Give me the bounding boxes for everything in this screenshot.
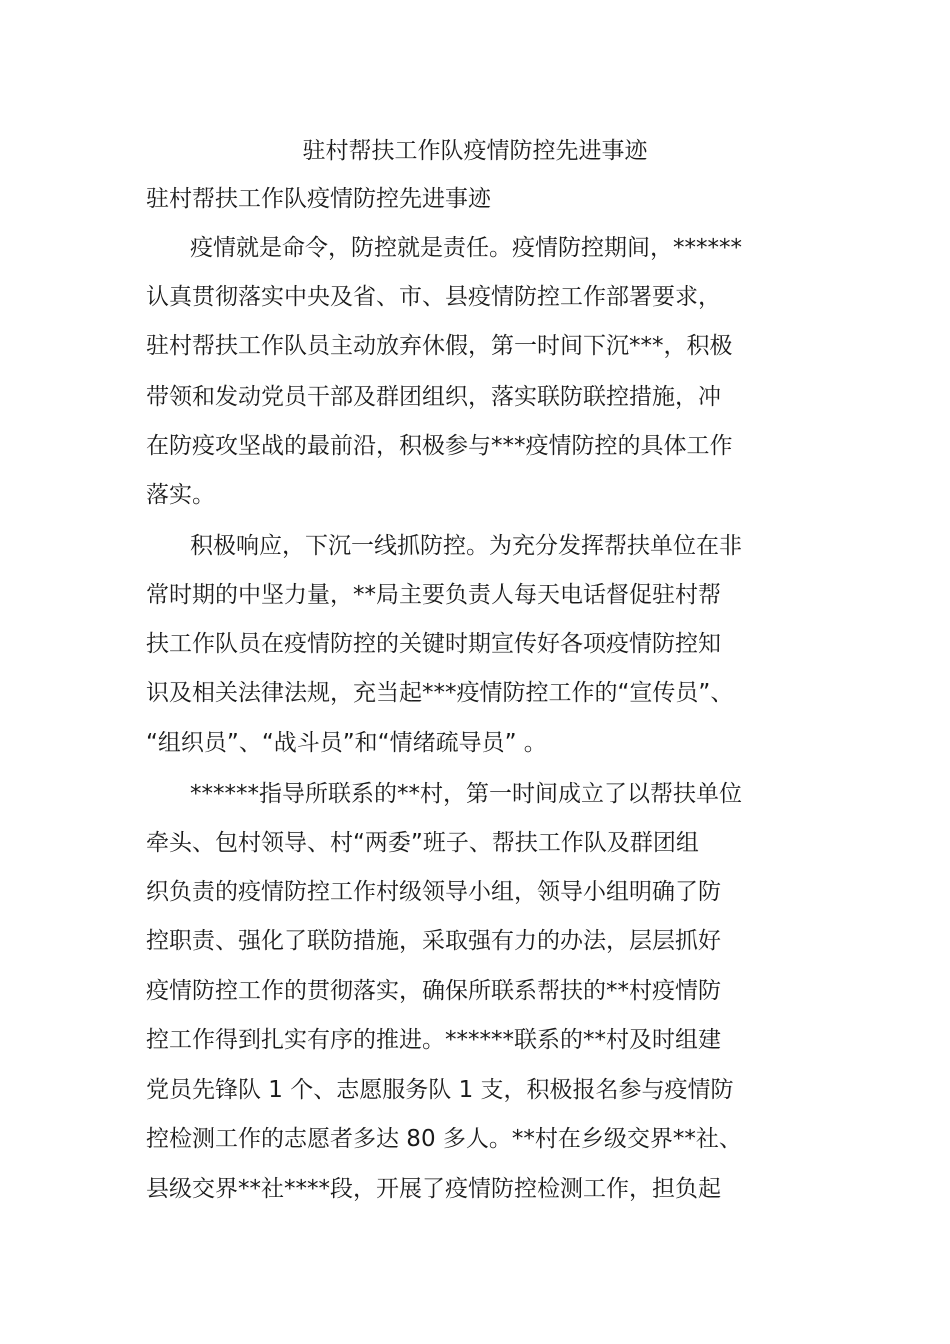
paragraph-line: 落实。 <box>146 482 215 508</box>
paragraph-line: 疫情就是命令，防控就是责任。疫情防控期间，****** <box>190 235 742 261</box>
paragraph-line: 带领和发动党员干部及群团组织，落实联防联控措施，冲 <box>146 384 721 410</box>
paragraph-line: 控职责、强化了联防措施，采取强有力的办法，层层抓好 <box>146 928 721 954</box>
paragraph-line: 县级交界**社****段，开展了疫情防控检测工作，担负起 <box>146 1176 721 1202</box>
document-title: 驻村帮扶工作队疫情防控先进事迹 <box>302 138 648 164</box>
paragraph-line: 驻村帮扶工作队员主动放弃休假，第一时间下沉***，积极 <box>146 333 733 359</box>
document-subtitle: 驻村帮扶工作队疫情防控先进事迹 <box>146 186 491 212</box>
paragraph-line: “组织员”、“战斗员”和“情绪疏导员” 。 <box>146 730 547 756</box>
paragraph-line: ******指导所联系的**村，第一时间成立了以帮扶单位 <box>190 781 742 807</box>
paragraph-line: 积极响应，下沉一线抓防控。为充分发挥帮扶单位在非 <box>190 533 742 559</box>
paragraph-line: 扶工作队员在疫情防控的关键时期宣传好各项疫情防控知 <box>146 631 721 657</box>
paragraph-line: 党员先锋队 1 个、志愿服务队 1 支，积极报名参与疫情防 <box>146 1077 734 1103</box>
paragraph-line: 疫情防控工作的贯彻落实，确保所联系帮扶的**村疫情防 <box>146 978 721 1004</box>
paragraph-line: 控检测工作的志愿者多达 80 多人。**村在乡级交界**社、 <box>146 1126 742 1152</box>
paragraph-line: 常时期的中坚力量，**局主要负责人每天电话督促驻村帮 <box>146 582 721 608</box>
paragraph-line: 织负责的疫情防控工作村级领导小组，领导小组明确了防 <box>146 879 721 905</box>
paragraph-line: 识及相关法律法规，充当起***疫情防控工作的“宣传员”、 <box>146 680 734 706</box>
paragraph-line: 牵头、包村领导、村“两委”班子、帮扶工作队及群团组 <box>146 830 699 856</box>
paragraph-line: 认真贯彻落实中央及省、市、县疫情防控工作部署要求， <box>146 284 721 310</box>
paragraph-line: 控工作得到扎实有序的推进。******联系的**村及时组建 <box>146 1027 721 1053</box>
paragraph-line: 在防疫攻坚战的最前沿，积极参与***疫情防控的具体工作 <box>146 433 733 459</box>
